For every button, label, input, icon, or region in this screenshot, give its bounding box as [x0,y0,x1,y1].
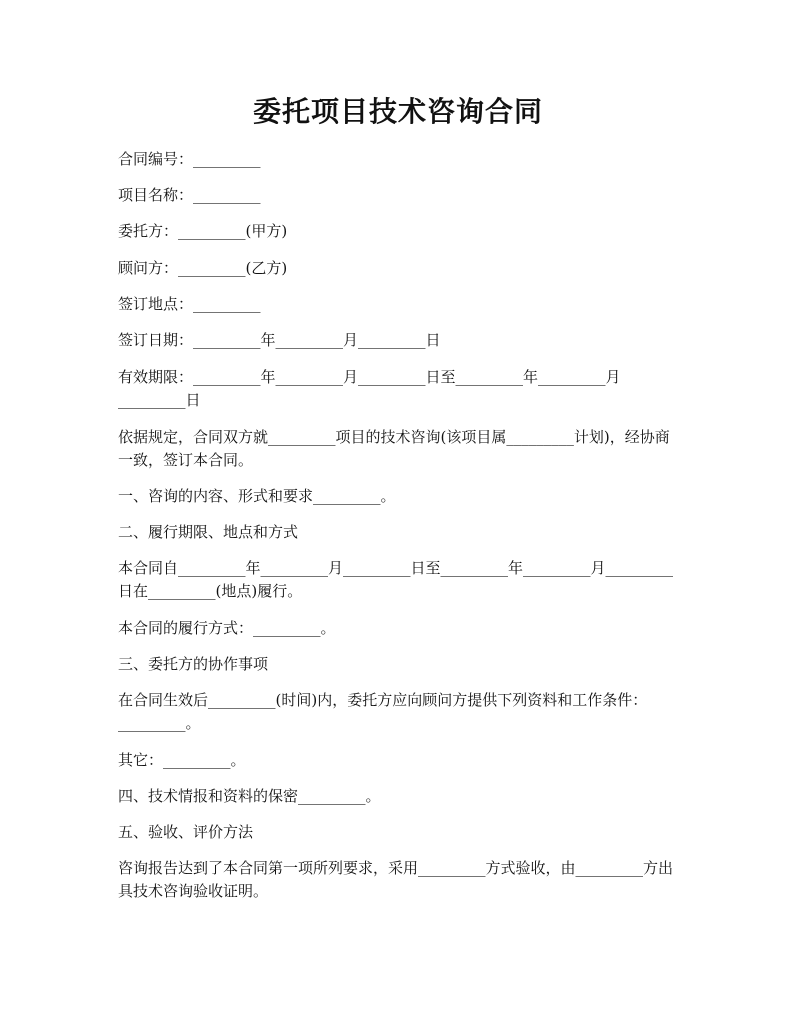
contract-number-line: 合同编号：_________ [118,150,261,168]
section-1-heading: 一、咨询的内容、形式和要求_________。 [118,487,396,505]
acceptance-paragraph: 咨询报告达到了本合同第一项所列要求，采用_________方式验收，由_________方出具技术咨询验收证明。 [118,859,674,900]
preamble-paragraph: 依据规定，合同双方就_________项目的技术咨询(该项目属_________计划)，经协商一致，签订本合同。 [118,428,670,469]
client-line: 委托方：_________(甲方) [118,222,288,240]
performance-period-paragraph: 本合同自_________年_________月_________日至_________年_________月_________日在_________(地点)履行。 [118,559,674,600]
other-line: 其它：_________。 [118,751,246,769]
project-name-line: 项目名称：_________ [118,186,261,204]
performance-method-line: 本合同的履行方式：_________。 [118,619,336,637]
validity-period-paragraph: 有效期限：_________年_________月_________日至_________年_________月_________日 [118,368,621,409]
section-3-heading: 三、委托方的协作事项 [118,655,269,673]
consultant-line: 顾问方：_________(乙方) [118,259,288,277]
document-title: 委托项目技术咨询合同 [252,95,543,128]
cooperation-paragraph: 在合同生效后_________(时间)内，委托方应向顾问方提供下列资料和工作条件：_________。 [118,691,648,732]
section-4-heading: 四、技术情报和资料的保密_________。 [118,787,381,805]
section-2-heading: 二、履行期限、地点和方式 [118,523,299,541]
signing-date-line: 签订日期：_________年_________月_________日 [118,331,441,349]
signing-place-line: 签订地点：_________ [118,295,261,313]
section-5-heading: 五、验收、评价方法 [118,823,254,841]
